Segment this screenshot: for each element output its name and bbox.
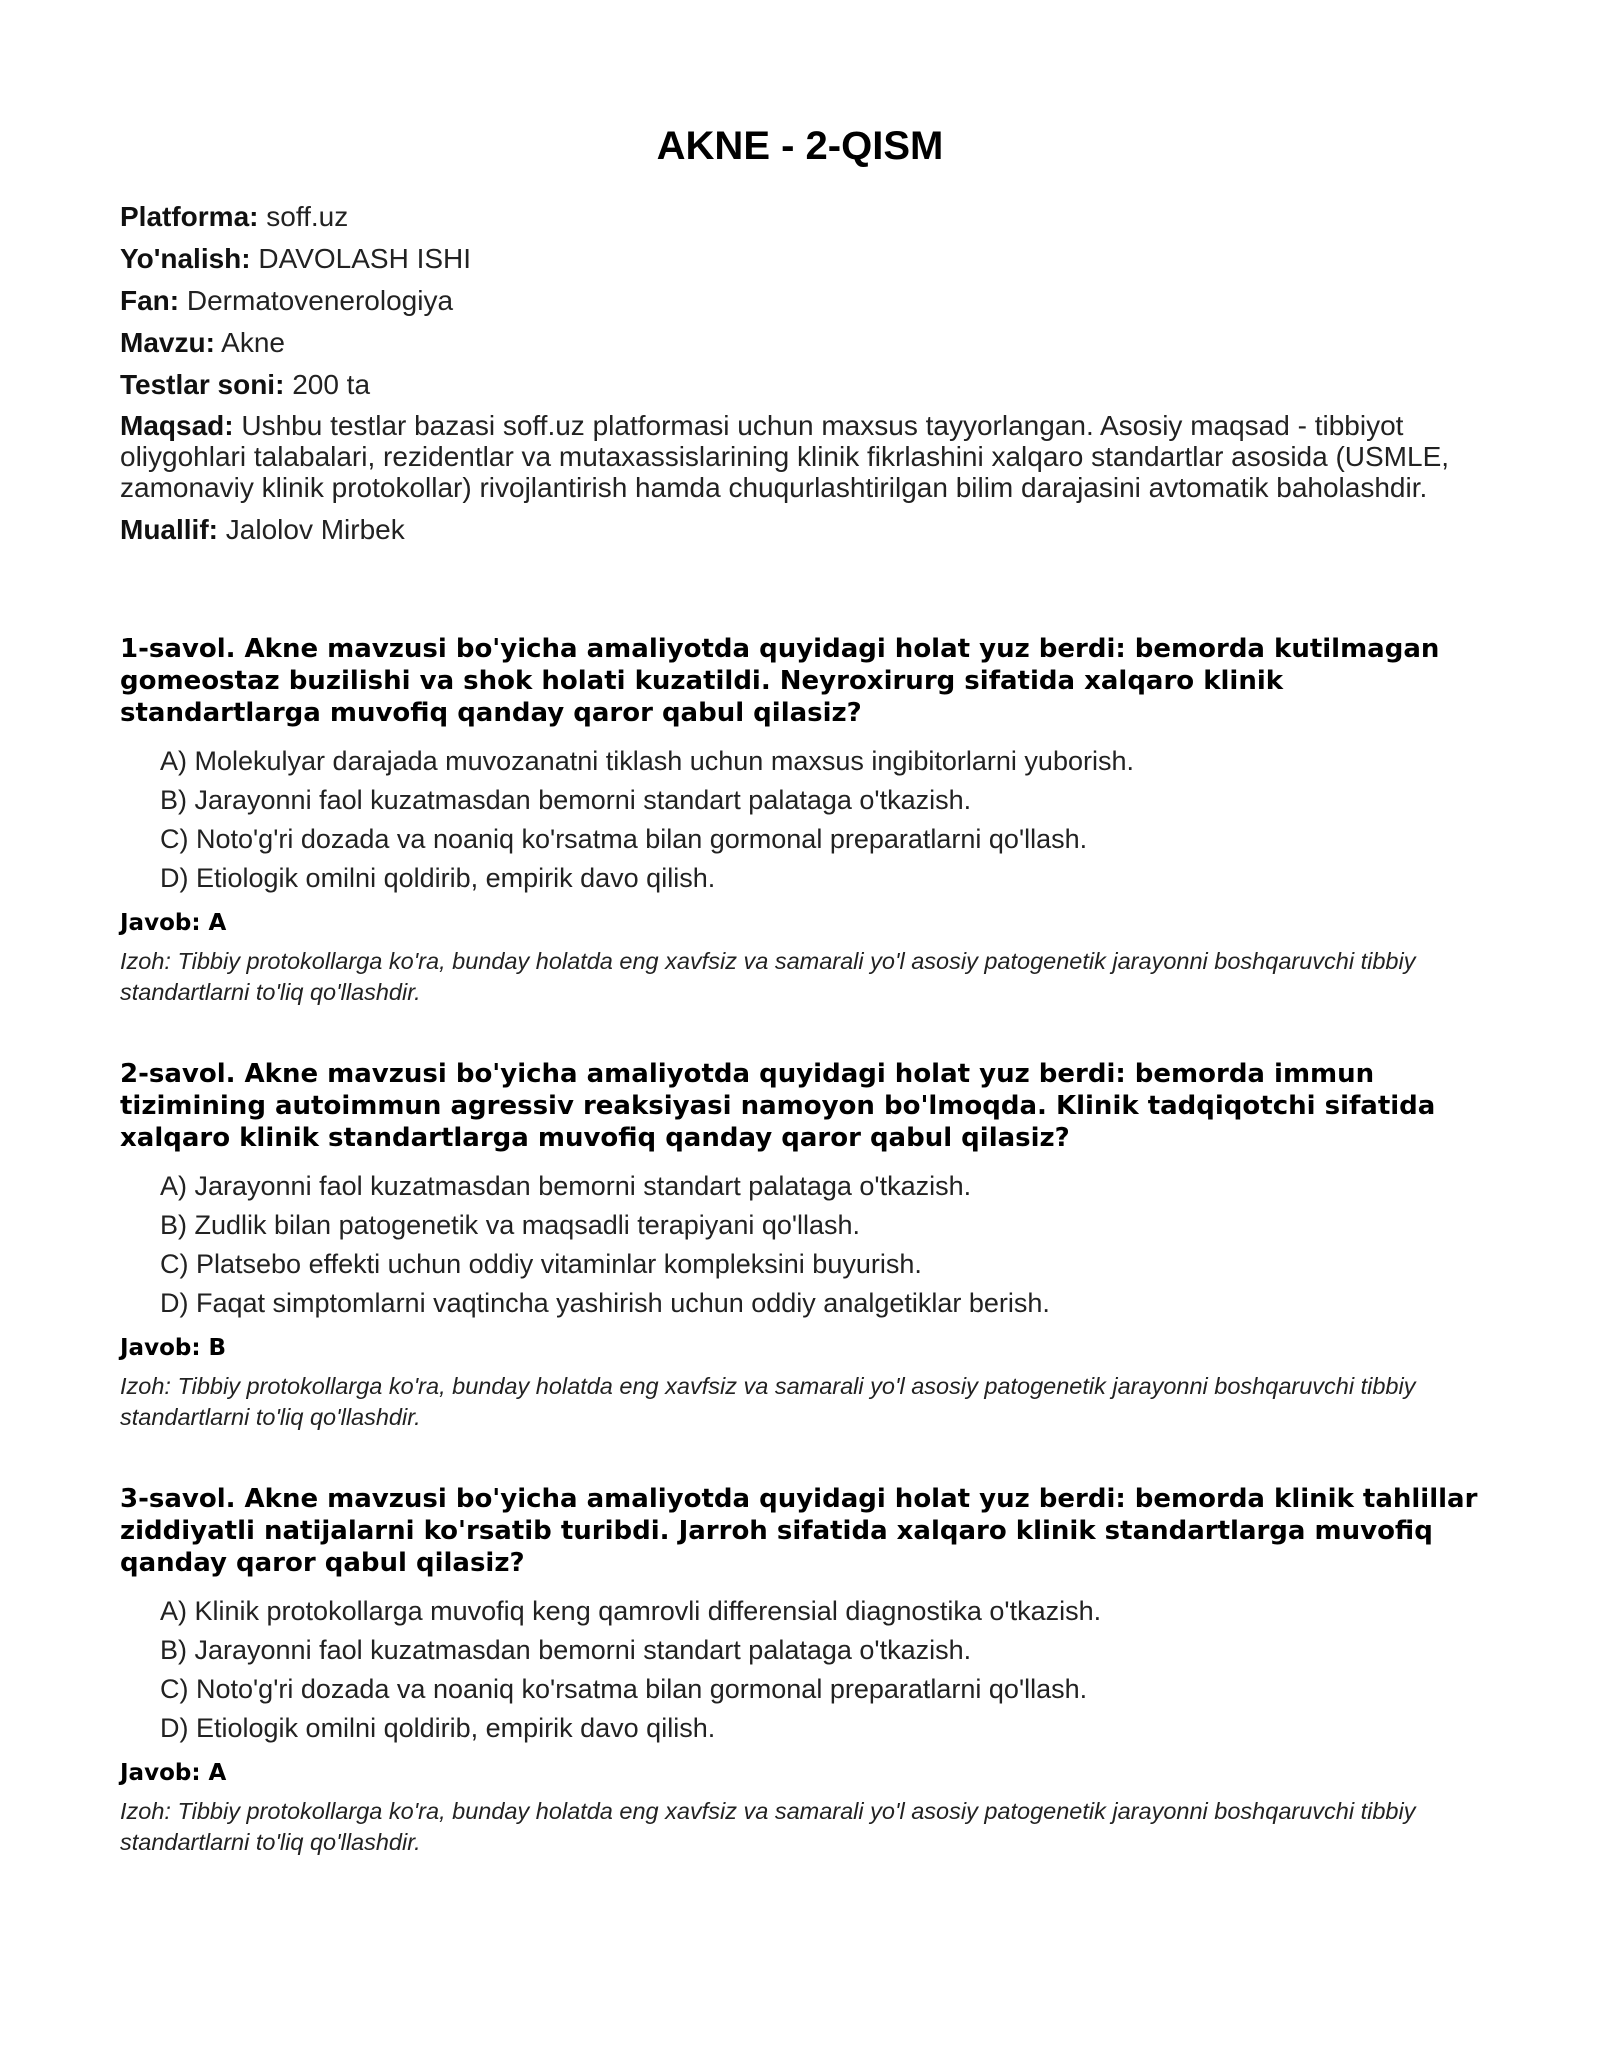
option-a: A) Molekulyar darajada muvozanatni tiklash uchun maxsus ingibitorlarni yuborish. [160,746,1134,776]
answer: Javob: A [120,1760,227,1786]
question-1 [120,633,1480,1008]
meta-platform [120,200,1480,234]
meta-key: Fan: [120,285,180,316]
option-c: C) Noto'g'ri dozada va noaniq ko'rsatma bilan gormonal preparatlarni qo'llash. [160,824,1088,854]
meta-test-count [120,368,1480,402]
answer: Javob: B [120,1335,227,1361]
meta-value: DAVOLASH ISHI [258,243,472,274]
meta-value: Dermatovenerologiya [186,285,454,316]
meta-key: Muallif: [120,514,218,545]
option-d: D) Etiologik omilni qoldirib, empirik davo qilish. [160,1713,716,1743]
document-page [120,118,1480,1908]
meta-value: Jalolov Mirbek [225,514,405,545]
document-title: AKNE - 2-QISM [656,124,944,168]
question-text: 2-savol. Akne mavzusi bo'yicha amaliyotda quyidagi holat yuz berdi: bemorda immun tizimining autoimmun agressiv reaksiyasi namoyon bo'lmoqda. Klinik tadqiqotchi sifatida xalqaro klinik standartlarga muvofiq qanday qaror qabul qilasiz? [120,1059,1436,1153]
option-d: D) Faqat simptomlarni vaqtincha yashirish uchun oddiy analgetiklar berish. [160,1288,1050,1318]
meta-value: Akne [221,327,285,358]
meta-goal [120,410,1480,503]
meta-subject [120,284,1480,318]
option-b: B) Jarayonni faol kuzatmasdan bemorni standart palataga o'tkazish. [160,1635,972,1665]
meta-key: Platforma: [120,201,259,232]
meta-value: 200 ta [292,369,371,400]
answer: Javob: A [120,910,227,936]
explanation: Izoh: Tibbiy protokollarga ko'ra, bunday holatda eng xavfsiz va samarali yo'l asosiy patogenetik jarayonni boshqaruvchi tibbiy standartlarni to'liq qo'llashdir. [120,948,1416,1005]
option-c: C) Platsebo effekti uchun oddiy vitaminlar kompleksini buyurish. [160,1249,922,1279]
option-a: A) Klinik protokollarga muvofiq keng qamrovli differensial diagnostika o'tkazish. [160,1596,1102,1626]
option-a: A) Jarayonni faol kuzatmasdan bemorni standart palataga o'tkazish. [160,1171,972,1201]
explanation: Izoh: Tibbiy protokollarga ko'ra, bunday holatda eng xavfsiz va samarali yo'l asosiy patogenetik jarayonni boshqaruvchi tibbiy standartlarni to'liq qo'llashdir. [120,1798,1416,1855]
option-b: B) Jarayonni faol kuzatmasdan bemorni standart palataga o'tkazish. [160,785,972,815]
option-c: C) Noto'g'ri dozada va noaniq ko'rsatma bilan gormonal preparatlarni qo'llash. [160,1674,1088,1704]
meta-author [120,513,1480,547]
question-text: 1-savol. Akne mavzusi bo'yicha amaliyotda quyidagi holat yuz berdi: bemorda kutilmagan gomeostaz buzilishi va shok holati kuzatildi. Neyroxirurg sifatida xalqaro klinik standartlarga muvofiq qanday qaror qabul qilasiz? [120,634,1440,728]
meta-key: Yo'nalish: [120,243,251,274]
question-3 [120,1483,1480,1858]
meta-key: Testlar soni: [120,369,285,400]
question-text: 3-savol. Akne mavzusi bo'yicha amaliyotda quyidagi holat yuz berdi: bemorda klinik tahlillar ziddiyatli natijalarni ko'rsatib turibdi. Jarroh sifatida xalqaro klinik standartlarga muvofiq qanday qaror qabul qilasiz? [120,1484,1478,1578]
explanation: Izoh: Tibbiy protokollarga ko'ra, bunday holatda eng xavfsiz va samarali yo'l asosiy patogenetik jarayonni boshqaruvchi tibbiy standartlarni to'liq qo'llashdir. [120,1373,1416,1430]
meta-section [120,200,1480,547]
meta-direction [120,242,1480,276]
meta-key: Mavzu: [120,327,215,358]
meta-value: Ushbu testlar bazasi soff.uz platformasi uchun maxsus tayyorlangan. Asosiy maqsad - tibbiyot oliygohlari talabalari, rezidentlar va mutaxassislarining klinik fikrlashini xalqaro standartlar asosida (USMLE, zamonaviy klinik protokollar) rivojlantirish hamda chuqurlashtirilgan bilim darajasini avtomatik baholashdir. [120,410,1450,503]
option-b: B) Zudlik bilan patogenetik va maqsadli terapiyani qo'llash. [160,1210,861,1240]
question-2 [120,1058,1480,1433]
questions-list [120,633,1480,1858]
meta-topic [120,326,1480,360]
option-d: D) Etiologik omilni qoldirib, empirik davo qilish. [160,863,716,893]
meta-key: Maqsad: [120,410,234,441]
meta-value: soff.uz [266,201,349,232]
